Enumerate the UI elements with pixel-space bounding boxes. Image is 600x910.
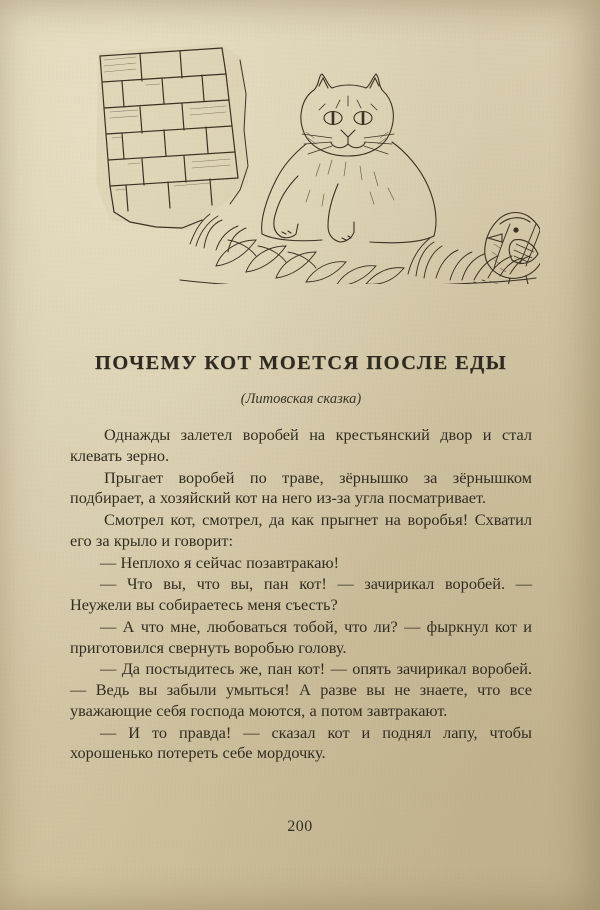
story-subtitle: (Литовская сказка) (240, 391, 362, 407)
sparrow (485, 213, 540, 284)
paragraph: — А что мне, любоваться тобой, что ли? — фыркнул кот и приготовился свернуть воробью голову. (70, 616, 532, 657)
paragraph: — Неплохо я сейчас позавтракаю! (100, 552, 340, 572)
story-text-block (70, 352, 532, 765)
paragraph: Однажды залетел воробей на крестьянский двор и стал клевать зерно. (70, 425, 532, 465)
illustration-cat-and-sparrow (70, 34, 540, 284)
page-number-value: 200 (287, 818, 313, 835)
page-number (0, 818, 600, 836)
paragraph: — Да постыдитесь же, пан кот! — опять зачирикал воробей. — Ведь вы забыли умыться! А разве вы не знаете, что все уважающие себя господа моются, а потом завтракают. (70, 659, 532, 720)
story-title: ПОЧЕМУ КОТ МОЕТСЯ ПОСЛЕ ЕДЫ (94, 352, 508, 374)
paragraph: Смотрел кот, смотрел, да как прыгнет на воробья! Схватил его за крыло и говорит: (70, 510, 532, 550)
cat (262, 74, 436, 243)
paragraph: Прыгает воробей по траве, зёрнышко за зёрнышком подбирает, а хозяйский кот на него из-за угла посматривает. (70, 467, 532, 508)
paragraph: — Что вы, что вы, пан кот! — зачирикал воробей. — Неужели вы собираетесь меня съесть? (70, 574, 532, 615)
grass-and-leaves (180, 214, 540, 284)
brick-wall (96, 44, 248, 230)
paragraph: — И то правда! — сказал кот и поднял лапу, чтобы хорошенько потереть себе мордочку. (70, 722, 532, 763)
